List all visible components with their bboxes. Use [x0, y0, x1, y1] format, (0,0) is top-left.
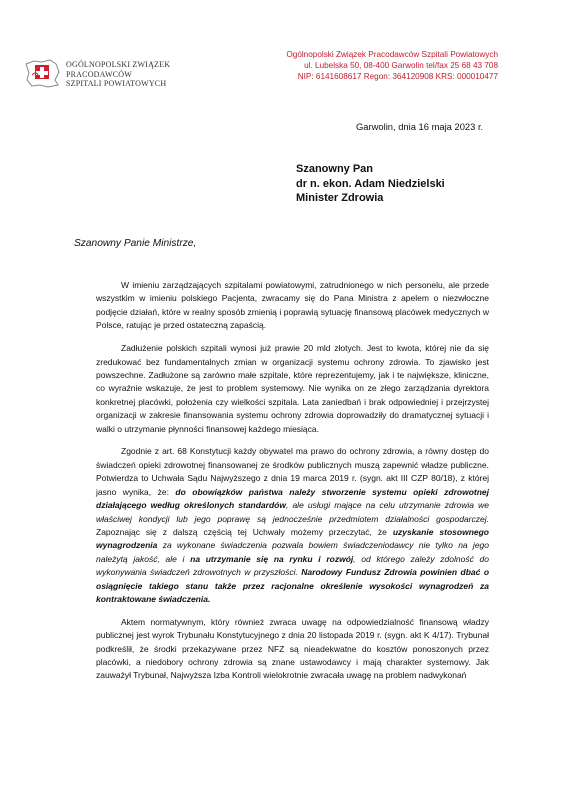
p3-emphasis-nfz: Narodowy Fundusz Zdrowia powinien dbać o osiągnięcie takiego stanu także przez racjonalne określenie wysokości wynagrodzeń za kontraktowane świadczenia. — [96, 567, 490, 604]
org-address: ul. Lubelska 50, 08-400 Garwolin tel/fax 25 68 43 708 — [304, 61, 498, 70]
paragraph-1: W imieniu zarządzających szpitalami powiatowymi, zatrudnionego w nich personelu, ale przede wszystkim w imieniu polskiego Pacjenta, zwracamy się do Pana Ministra z apelem o niezwłoczne podjęcie działań, które w realny sposób zmienią i poprawią sytuację finansową placówek medycznych w Polsce, ratując je przed ostateczną zapaścią. — [96, 280, 489, 331]
organization-contact-block — [238, 49, 498, 82]
paragraph-4: Aktem normatywnym, który również zwraca uwagę na odpowiedzialność finansową władzy publicznej jest wyrok Trybunału Konstytucyjnego z dnia 20 listopada 2019 r. (sygn. akt K 4/17). Trybunał podkreślił, że środki przekazywane przez NFZ są nieadekwatne do kosztów ponoszonych przez placówki, a niedobory ochrony zdrowia są znane ustawodawcy i mają charakter systemowy. Jak zauważył Trybunał, Najwyższa Izba Kontroli wielokrotnie zwracała uwagę na problem nadwykonań — [96, 616, 489, 681]
letter-body — [96, 279, 489, 692]
letter-date: Garwolin, dnia 16 maja 2023 r. — [356, 121, 484, 132]
org-registration: NIP: 6141608617 Regon: 364120908 KRS: 000010477 — [297, 72, 498, 81]
p3-text: Zgodnie z art. 68 Konstytucji każdy obywatel ma prawo do ochrony zdrowia, a równy dostęp do świadczeń opieki zdrowotnej finansowanej ze środków publicznych muszą zapewnić władze publiczne. Potwierdza to Uchwała Sądu Najwyższego z dnia 19 marca 2019 r. (sygn. akt III CZP 80/18), z której jasno wynika, że: — [96, 446, 489, 497]
addressee-title: Minister Zdrowia — [296, 192, 384, 204]
org-left-line: OGÓLNOPOLSKI ZWIĄZEK — [66, 60, 171, 69]
p3-emphasis-remuneration: uzyskanie stosownego wynagrodzenia — [96, 526, 489, 551]
org-left-line: PRACODAWCÓW — [66, 69, 133, 79]
org-left-line: SZPITALI POWIATOWYCH — [66, 79, 167, 88]
p3-emphasis-market: na utrzymanie się na rynku i rozwój — [190, 553, 354, 564]
addressee-block — [296, 162, 445, 206]
organization-name-left — [66, 60, 170, 89]
org-full-name: Ogólnopolski Związek Pracodawców Szpitali Powiatowych — [286, 50, 498, 59]
paragraph-2: Zadłużenie polskich szpitali wynosi już prawie 20 mld złotych. Jest to kwota, której nie da się zredukować bez fundamentalnych zmian w organizacji systemu ochrony zdrowia. To zjawisko jest powszechne. Zadłużone są zarówno małe szpitale, które reprezentujemy, jak i te największe, kliniczne, co wyraźnie wskazuje, że jest to problem systemowy. Nie wynika on ze złego zarządzania dyrektora konkretnej placówki, położenia czy wielkości szpitala. Lata zaniedbań i brak odpowiedniej i przejrzystej organizacji w zakresie finansowania systemu ochrony zdrowia doprowadziły do dramatycznej sytuacji i walki o utrzymanie płynności finansowej każdego miesiąca. — [96, 343, 489, 434]
p3-quote: , ale usługi mające na celu utrzymanie zdrowia we właściwej kondycji lub jego poprawę są jednocześnie przedmiotem działalności gospodarczej. — [96, 500, 490, 524]
paragraph-3 — [96, 445, 489, 606]
p3-emphasis-standards: do obowiązków państwa należy stworzenie systemu opieki zdrowotnej działającego według określonych standardów — [96, 486, 489, 511]
p3-quote: za wykonane świadczenia pozwala bowiem świadczeniodawcy nie tylko na jego należytą jakość, ale i — [96, 540, 489, 564]
p3-quote: , od którego zależy zdolność do wykonywania świadczeń zdrowotnych w przyszłości. — [96, 553, 489, 578]
organization-logo — [22, 58, 62, 88]
addressee-name: dr n. ekon. Adam Niedzielski — [296, 177, 445, 190]
addressee-greeting: Szanowny Pan — [296, 163, 374, 175]
p3-text: Zapoznając się z dalszą częścią tej Uchwały możemy przeczytać, że — [96, 526, 393, 537]
salutation: Szanowny Panie Ministrze, — [74, 238, 197, 249]
